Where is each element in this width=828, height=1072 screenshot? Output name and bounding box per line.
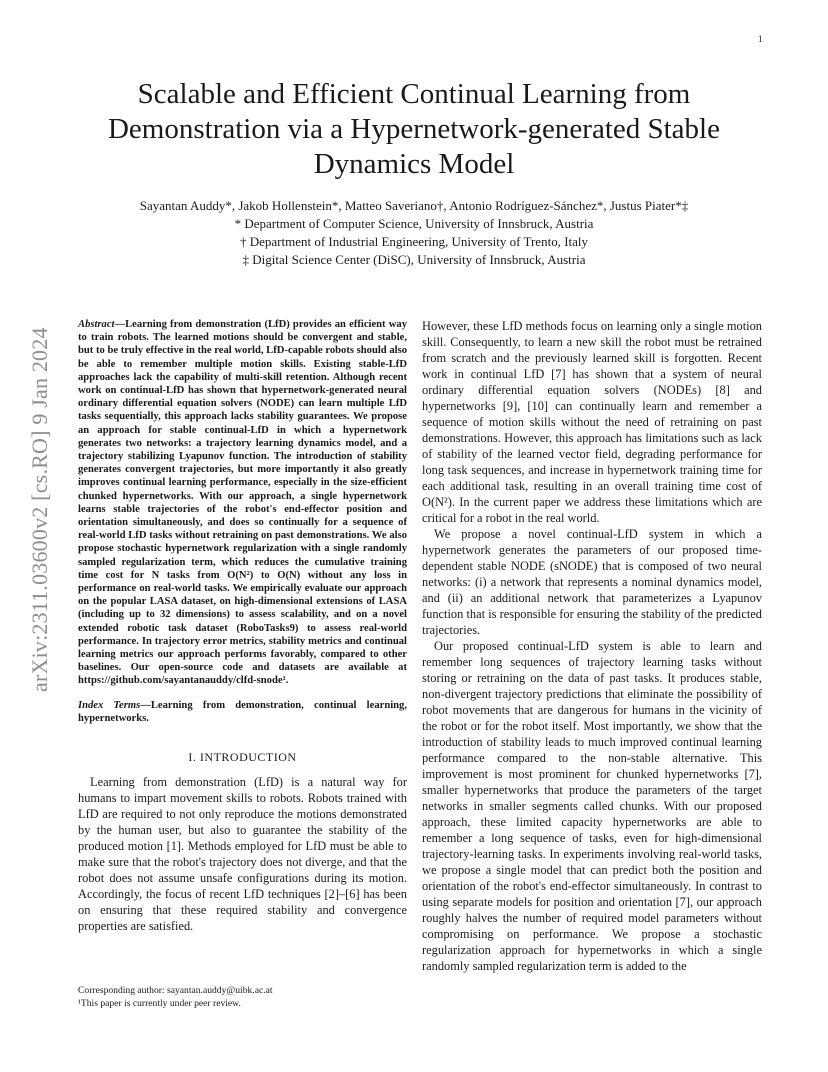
paper-title bbox=[60, 77, 768, 182]
body-paragraph: We propose a novel continual-LfD system in which a hypernetwork generates the parameters of our proposed time-dependent stable NODE (sNODE) that is composed of two neural networks: (i) a network that represents a nominal dynamics model, and (ii) an additional network that parameterizes a Lyapunov function that is responsible for ensuring the stability of the predicted trajectories. bbox=[422, 527, 762, 637]
index-terms-text: —Learning from demonstration, continual learning, hypernetworks. bbox=[78, 699, 407, 724]
section-heading: I. INTRODUCTION bbox=[188, 750, 297, 765]
title-line: Dynamics Model bbox=[313, 148, 515, 180]
arxiv-stamp: arXiv:2311.03600v2 [cs.RO] 9 Jan 2024 bbox=[27, 327, 52, 692]
affiliation: † Department of Industrial Engineering, University of Trento, Italy bbox=[239, 234, 589, 249]
abstract bbox=[78, 318, 407, 688]
abstract-label: Abstract bbox=[78, 319, 115, 330]
body-paragraph: However, these LfD methods focus on learning only a single motion skill. Consequently, to learn a new skill the robot must be retrained from scratch and the previously learned skill is forgotten. Recent work in continual LfD [7] has shown that a system of neural ordinary differential equation solvers (NODEs) [8] and hypernetworks [9], [10] can continually learn and remember a sequence of motion skills without the need of retraining on past demonstrations. However, this approach has limitations such as lack of stability of the learned vector field, degrading performance for long task sequences, and increase in hypernetwork training time for each additional task, resulting in an overall training time cost of O(N²). In the current paper we address these limitations which are critical for a robot in the real world. bbox=[422, 319, 762, 525]
author-block bbox=[60, 197, 768, 269]
footnote: ¹This paper is currently under peer review. bbox=[78, 998, 241, 1009]
body-paragraph: Our proposed continual-LfD system is able to learn and remember long sequences of trajectory learning tasks without storing or retraining on the data of past tasks. It produces stable, non-divergent trajectory predictions that eliminate the possibility of robot movements that are dangerous for humans in the vicinity of the robot or for the robot itself. Most importantly, we show that the introduction of stability leads to much improved continual learning performance compared to the non-stable alternative. This improvement is most prominent for chunked hypernetworks [7], smaller hypernetworks that produce the parameters of the target networks in smaller segments called chunks. With our proposed approach, these limited capacity hypernetworks are able to remember a long sequence of tasks, even for high-dimensional trajectory-learning tasks. In experiments involving real-world tasks, we propose a single model that can predict both the position and orientation of the robot's end-effector simultaneously. In contrast to using separate models for position and orientation [7], our approach roughly halves the number of required model parameters without compromising on performance. We propose a stochastic regularization approach for hypernetworks in which a single randomly sampled regularization term is added to the bbox=[422, 639, 762, 973]
title-line: Demonstration via a Hypernetwork-generated Stable bbox=[107, 113, 720, 145]
index-terms-label: Index Terms bbox=[78, 699, 141, 711]
right-column bbox=[422, 318, 762, 974]
affiliation: * Department of Computer Science, University of Innsbruck, Austria bbox=[234, 216, 594, 231]
footnotes bbox=[78, 984, 407, 1010]
left-column bbox=[78, 318, 407, 934]
author-list: Sayantan Auddy*, Jakob Hollenstein*, Matteo Saveriano†, Antonio Rodríguez-Sánchez*, Justus Piater*‡ bbox=[139, 198, 689, 213]
footnote: Corresponding author: sayantan.auddy@uibk.ac.at bbox=[78, 985, 273, 996]
title-line: Scalable and Efficient Continual Learning from bbox=[137, 78, 691, 110]
index-terms bbox=[78, 699, 407, 725]
affiliation: ‡ Digital Science Center (DiSC), University of Innsbruck, Austria bbox=[242, 252, 586, 267]
intro-paragraph: Learning from demonstration (LfD) is a natural way for humans to impart movement skills to robots. Robots trained with LfD are required to not only reproduce the motions demonstrated by the human user, but also to guarantee the stability of the produced motion [1]. Methods employed for LfD must be able to make sure that the robot's trajectory does not diverge, and that the robot does not assume unsafe configurations during its motion. Accordingly, the focus of recent LfD techniques [2]–[6] has been on ensuring that these required stability and convergence properties are satisfied. bbox=[78, 775, 407, 934]
page-number: 1 bbox=[758, 34, 763, 44]
abstract-text: —Learning from demonstration (LfD) provides an efficient way to train robots. The learned motions should be convergent and stable, but to be truly effective in the real world, LfD-capable robots should also be able to remember multiple motion skills. Existing stable-LfD approaches lack the capability of multi-skill retention. Although recent work on continual-LfD has shown that hypernetwork-generated neural ordinary differential equation solvers (NODE) can learn multiple LfD tasks sequentially, this approach lacks stability guarantees. We propose an approach for stable continual-LfD in which a hypernetwork generates two networks: a trajectory learning dynamics model, and a trajectory stabilizing Lyapunov function. The introduction of stability generates convergent trajectories, but more importantly it also greatly improves continual learning performance, especially in the size-efficient chunked hypernetworks. With our approach, a single hypernetwork learns stable trajectories of the robot's end-effector position and orientation simultaneously, and does so continually for a sequence of real-world LfD tasks without retraining on past demonstrations. We also propose stochastic hypernetwork regularization with a single randomly sampled regularization term, which reduces the cumulative training time cost for N tasks from O(N²) to O(N) without any loss in performance on real-world tasks. We empirically evaluate our approach on the popular LASA dataset, on high-dimensional extensions of LASA (including up to 32 dimensions) to assess scalability, and on a novel extended robotic task dataset (RoboTasks9) to assess real-world performance. In trajectory error metrics, stability metrics and continual learning metrics our approach performs favorably, compared to other baselines. Our open-source code and datasets are available at https://github.com/sayantanauddy/clfd-snode¹. bbox=[78, 319, 407, 687]
